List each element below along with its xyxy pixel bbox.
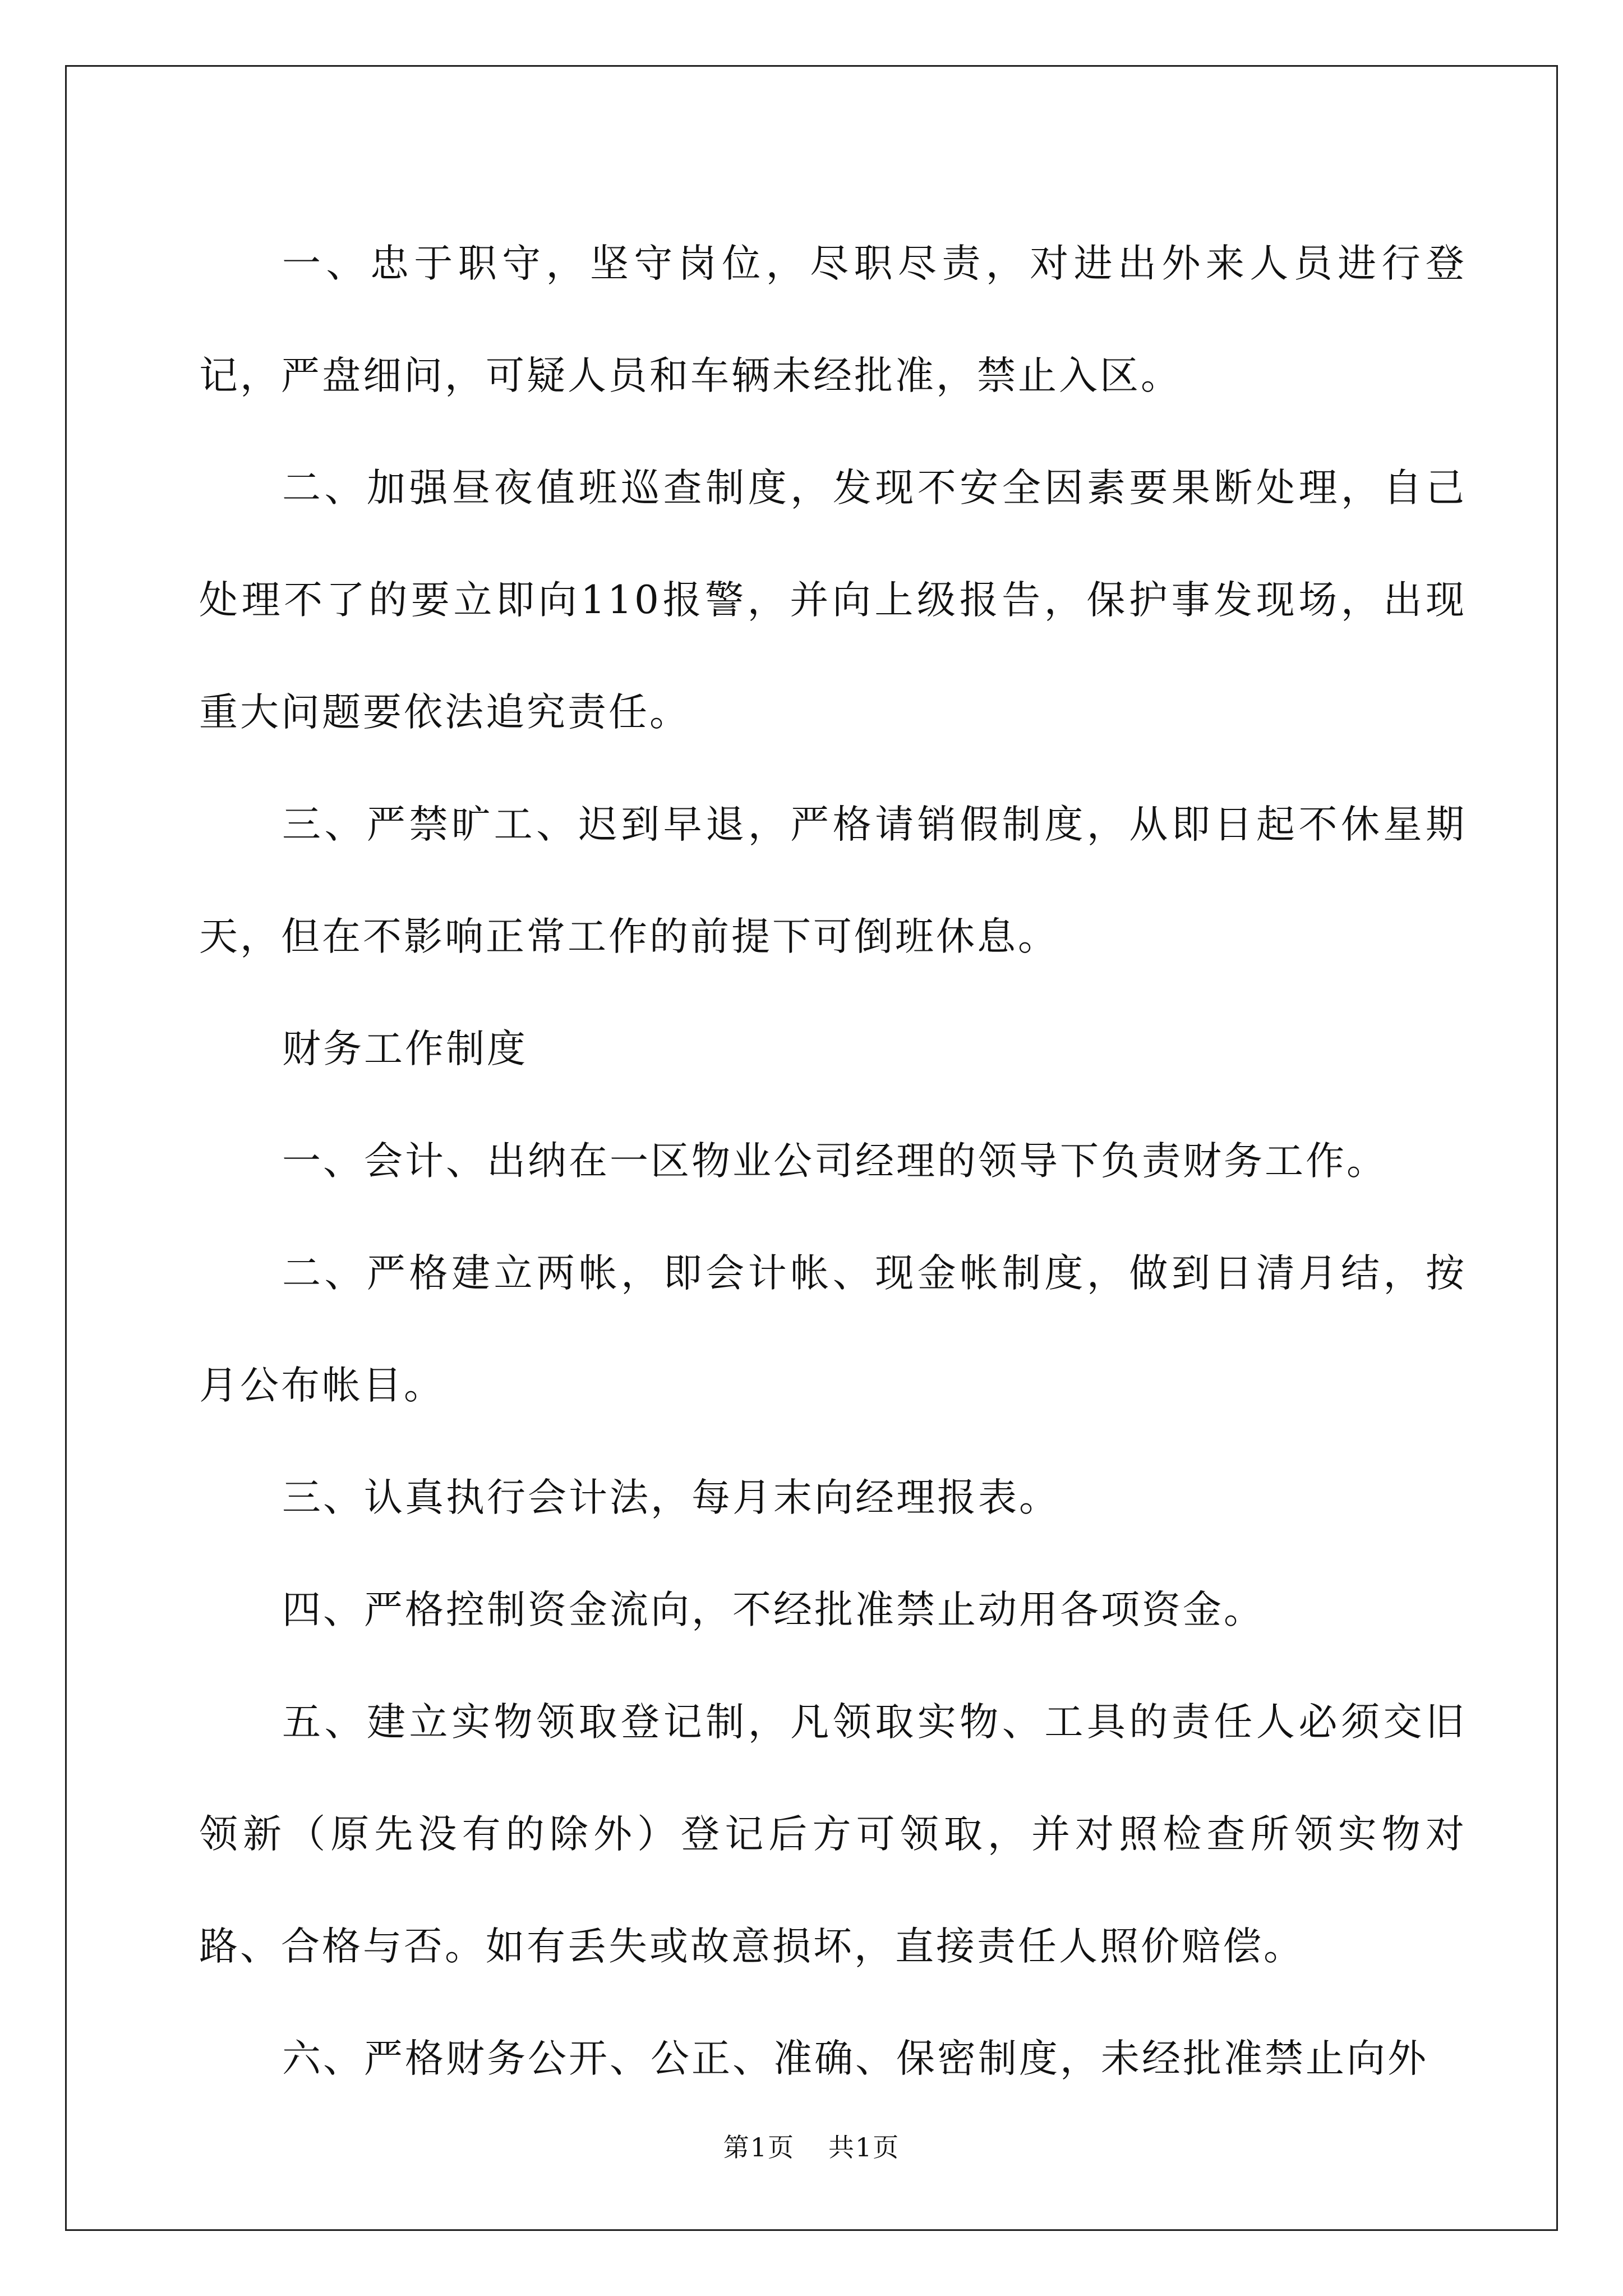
page-footer bbox=[0, 2127, 1623, 2164]
page-total: 共1页 bbox=[828, 2132, 900, 2162]
paragraph: 二、严格建立两帐，即会计帐、现金帐制度，做到日清月结，按月公布帐目。 bbox=[199, 1251, 1467, 1408]
paragraph: 一、会计、出纳在一区物业公司经理的领导下负责财务工作。 bbox=[282, 1139, 1387, 1184]
paragraph: 六、严格财务公开、公正、准确、保密制度，未经批准禁止向外 bbox=[282, 2036, 1428, 2081]
paragraph: 四、严格控制资金流向，不经批准禁止动用各项资金。 bbox=[282, 1588, 1265, 1632]
paragraph: 一、忠于职守，坚守岗位，尽职尽责，对进出外来人员进行登记，严盘细问，可疑人员和车辆未经批准，禁止入区。 bbox=[199, 241, 1467, 398]
page-number: 第1页 bbox=[723, 2132, 795, 2162]
paragraph: 二、加强昼夜值班巡查制度，发现不安全因素要果断处理，自己处理不了的要立即向110报警，并向上级报告，保护事发现场，出现重大问题要依法追究责任。 bbox=[199, 466, 1467, 735]
section-title: 财务工作制度 bbox=[282, 1027, 528, 1071]
paragraph: 五、建立实物领取登记制，凡领取实物、工具的责任人必须交旧领新（原先没有的除外）登记后方可领取，并对照检查所领实物对路、合格与否。如有丢失或故意损坏，直接责任人照价赔偿。 bbox=[199, 1700, 1467, 1969]
paragraph: 三、严禁旷工、迟到早退，严格请销假制度，从即日起不休星期天，但在不影响正常工作的前提下可倒班休息。 bbox=[199, 802, 1467, 959]
paragraph: 三、认真执行会计法，每月末向经理报表。 bbox=[282, 1475, 1060, 1520]
document-body bbox=[199, 208, 1467, 2115]
